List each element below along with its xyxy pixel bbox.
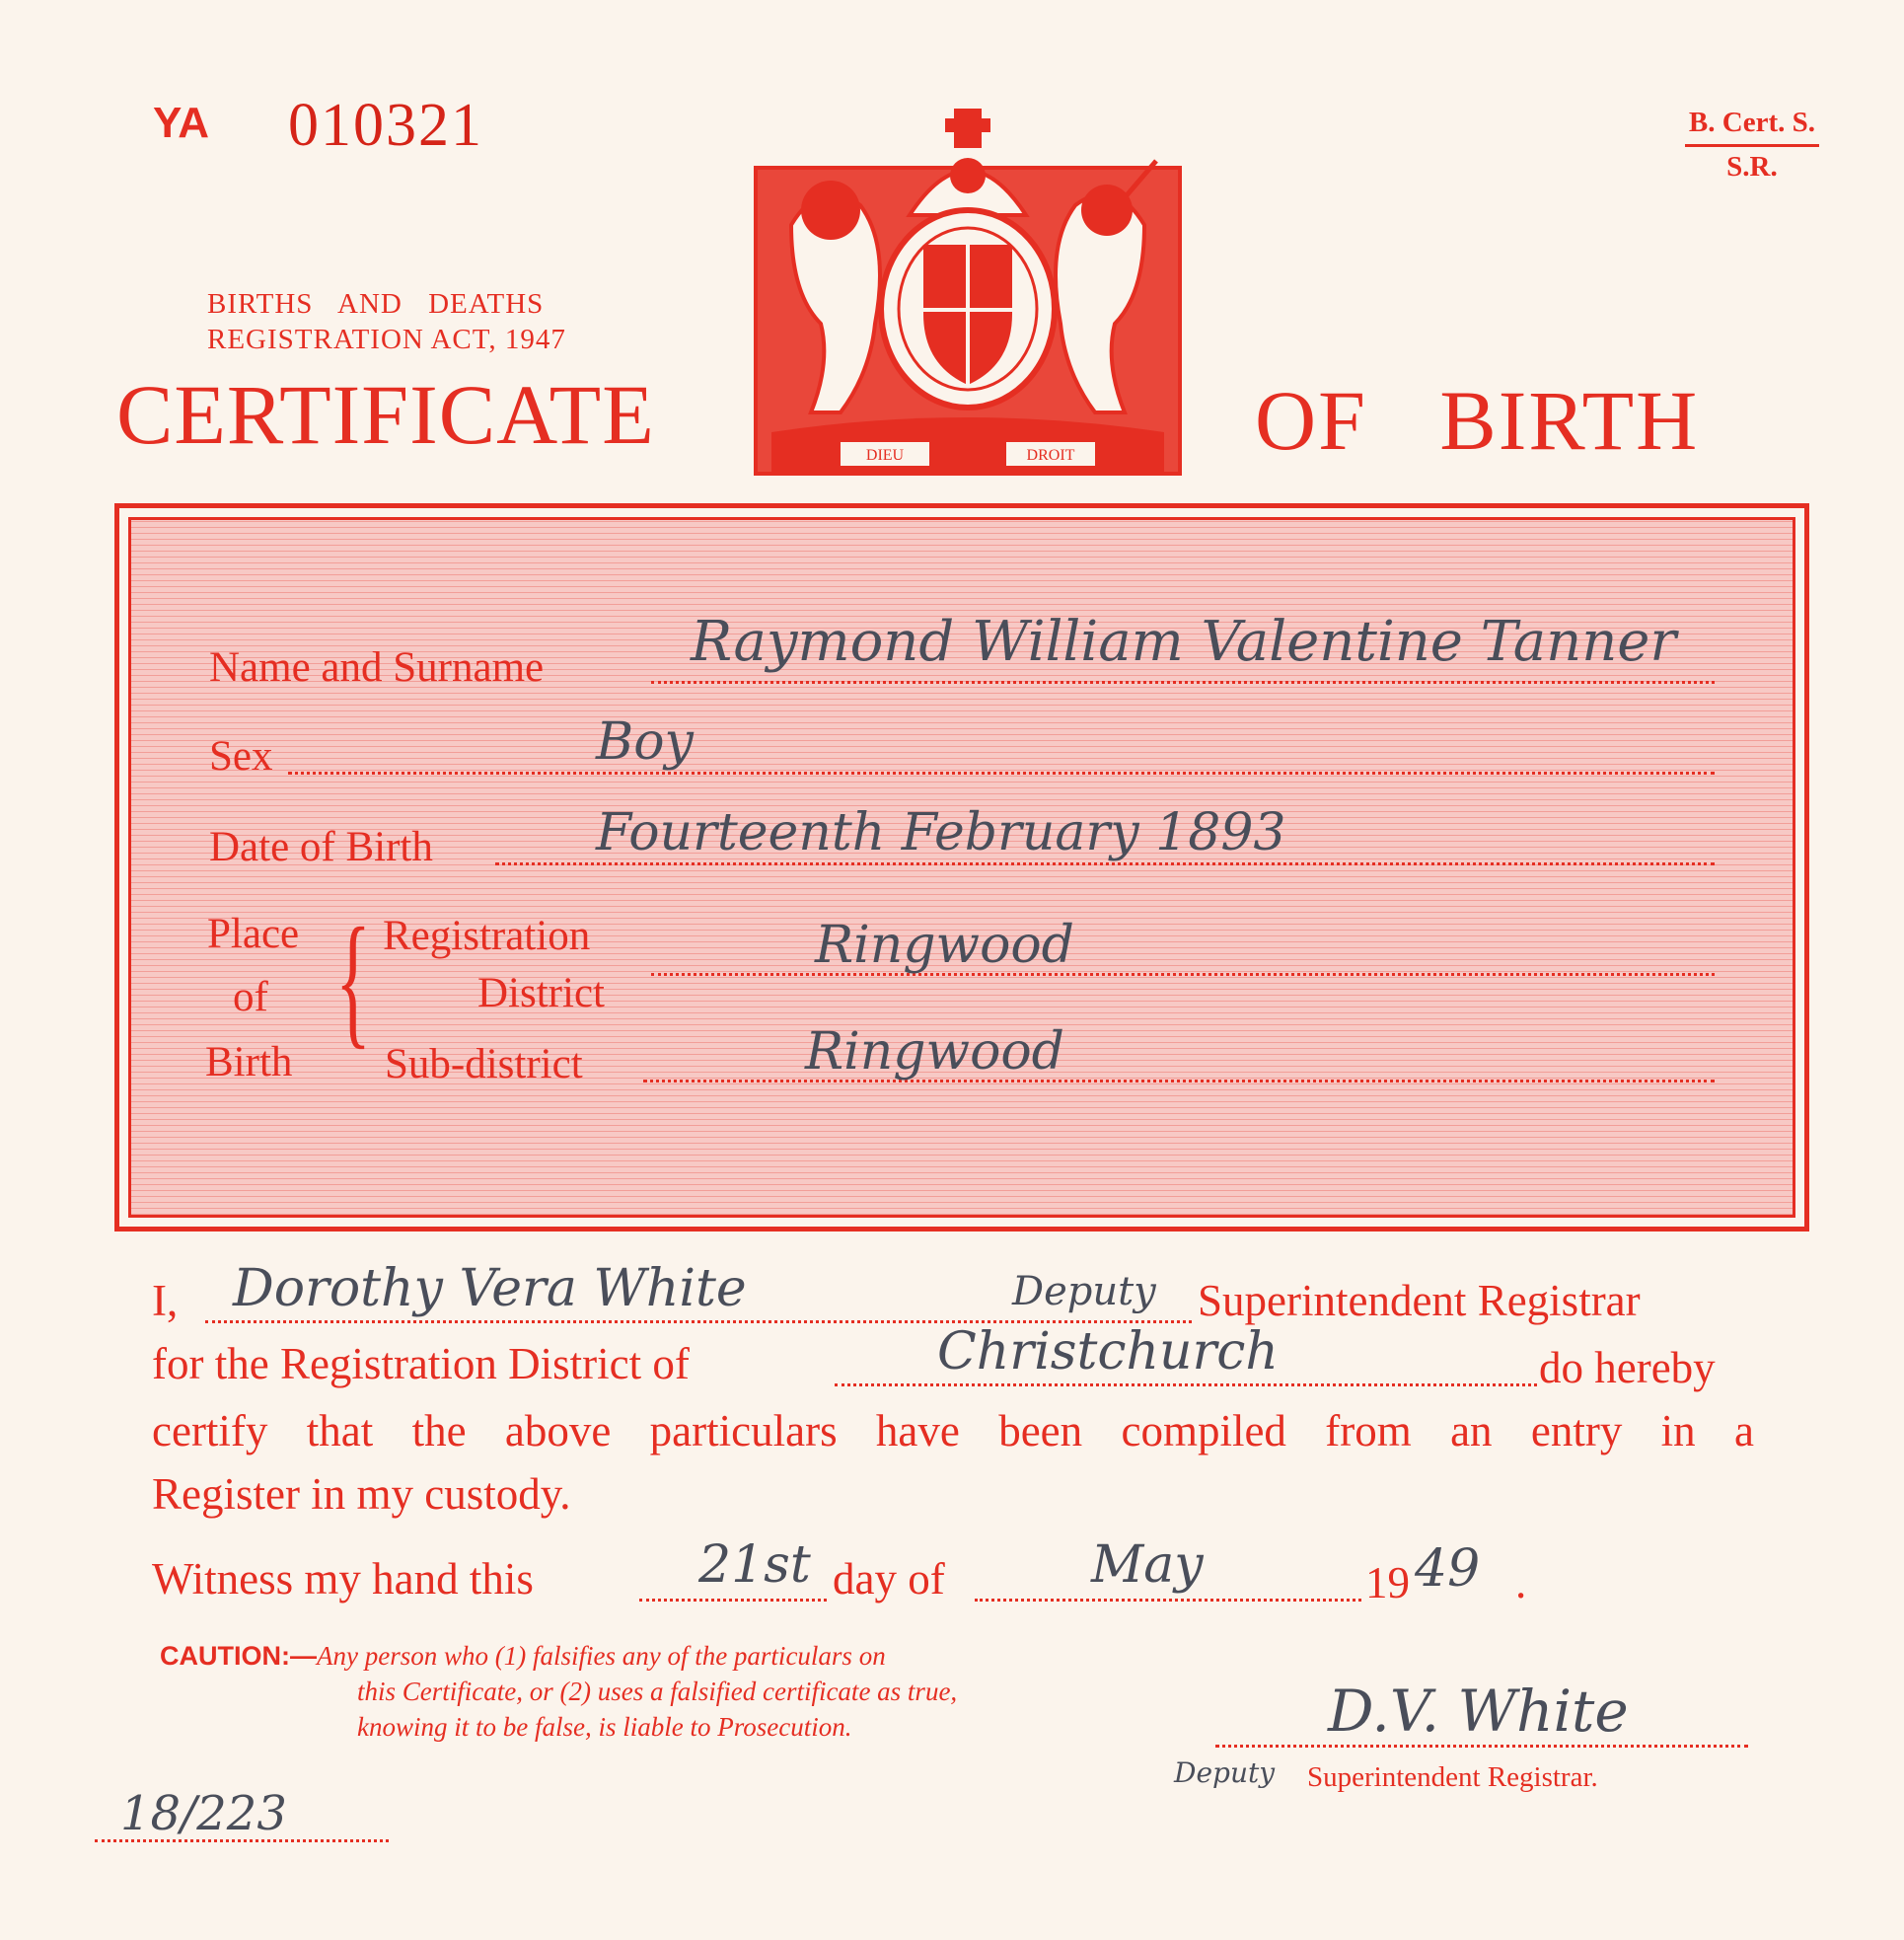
place-label-3: Birth — [205, 1039, 293, 1085]
signature-value: D.V. White — [1328, 1678, 1629, 1745]
caution-line3: knowing it to be false, is liable to Prosecution. — [357, 1712, 852, 1742]
dob-value: Fourteenth February 1893 — [596, 803, 1286, 862]
witness-label: Witness my hand this — [152, 1554, 534, 1604]
month-value: May — [1091, 1535, 1204, 1595]
name-value: Raymond William Valentine Tanner — [691, 610, 1677, 674]
registrar-name-value: Dorothy Vera White — [233, 1259, 747, 1318]
day-value: 21st — [698, 1535, 811, 1595]
name-dotted-line — [651, 681, 1715, 684]
title-of-birth: OF BIRTH — [1255, 373, 1700, 468]
registrar-deputy-value: Deputy — [1012, 1269, 1156, 1314]
sub-district-label: Sub-district — [385, 1041, 583, 1087]
name-label: Name and Surname — [209, 644, 545, 691]
royal-coat-of-arms-icon — [752, 107, 1184, 478]
form-code — [1685, 103, 1819, 187]
act-line1: BIRTHS AND DEATHS — [207, 288, 545, 320]
act-reference — [207, 286, 566, 357]
signature-role-label: Superintendent Registrar. — [1307, 1761, 1598, 1793]
act-line2: REGISTRATION ACT, 1947 — [207, 324, 566, 355]
reg-district-value: Ringwood — [815, 916, 1074, 975]
motto-right: DROIT — [1026, 447, 1075, 464]
sex-dotted-line — [288, 772, 1715, 775]
reference-value: 18/223 — [120, 1786, 287, 1841]
place-label-1: Place — [207, 911, 300, 957]
place-label-2: of — [233, 974, 268, 1020]
reference-dotted-line — [95, 1839, 389, 1842]
certify-line: certify that the above particulars have been compiled from an entry in a — [152, 1406, 1754, 1455]
dob-dotted-line — [495, 862, 1715, 865]
day-dotted-line — [639, 1599, 827, 1602]
sex-label: Sex — [209, 733, 273, 780]
year-value: 49 — [1415, 1539, 1481, 1599]
district-dotted-line — [835, 1383, 1537, 1386]
motto-left: DIEU — [865, 447, 905, 464]
signature-deputy-value: Deputy — [1174, 1756, 1276, 1789]
brace-icon: { — [335, 898, 371, 1062]
custody-line: Register in my custody. — [152, 1469, 571, 1519]
sub-district-value: Ringwood — [805, 1022, 1064, 1082]
signature-dotted-line — [1215, 1745, 1748, 1748]
title-certificate: CERTIFICATE — [116, 367, 655, 462]
month-dotted-line — [975, 1599, 1361, 1602]
day-of-label: day of — [833, 1554, 945, 1604]
form-code-line1: B. Cert. S. — [1685, 103, 1819, 147]
caution-head: CAUTION:— — [160, 1641, 317, 1671]
caution-line2: this Certificate, or (2) uses a falsified certificate as true, — [357, 1677, 958, 1706]
sex-value: Boy — [596, 712, 694, 772]
reg-district-dotted-line — [651, 973, 1715, 976]
sub-district-dotted-line — [643, 1080, 1715, 1082]
caution-line1: Any person who (1) falsifies any of the particulars on — [316, 1641, 886, 1671]
serial-prefix: YA — [153, 99, 210, 147]
dob-label: Date of Birth — [209, 824, 433, 870]
superintendent-label: Superintendent Registrar — [1198, 1276, 1641, 1325]
year-prefix: 19 — [1365, 1558, 1410, 1607]
do-hereby-label: do hereby — [1539, 1343, 1716, 1392]
year-period: . — [1515, 1558, 1527, 1607]
district-value: Christchurch — [937, 1322, 1279, 1381]
form-code-line2: S.R. — [1726, 151, 1778, 183]
serial-number: 010321 — [288, 92, 483, 159]
i-label: I, — [152, 1276, 179, 1325]
for-district-label: for the Registration District of — [152, 1339, 690, 1388]
reg-district-label-2: District — [477, 970, 605, 1016]
reg-district-label-1: Registration — [383, 913, 591, 959]
caution-notice — [160, 1638, 1146, 1745]
